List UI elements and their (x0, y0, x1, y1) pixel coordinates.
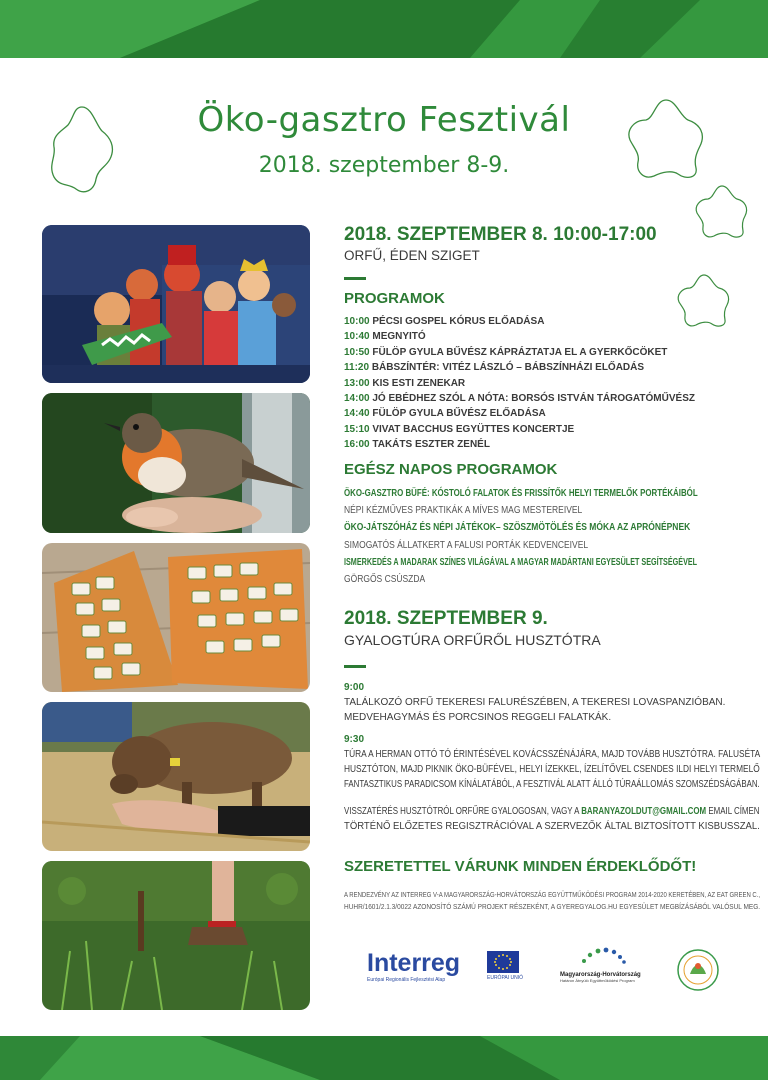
day1-place: ORFŰ, ÉDEN SZIGET (344, 248, 480, 263)
eu-flag-icon (487, 951, 519, 973)
allday-list (344, 485, 698, 589)
funding-note: HUHR/1601/2.1.3/0022 AZONOSÍTÓ SZÁMÚ PROJEKT RÉSZEKÉNT, A GYEREGYALOG.HU EGYESÜLET MEGBÍZÁSÁBÓL VALÓSUL MEG. (344, 902, 761, 911)
program-item (344, 391, 744, 406)
bottom-banner (0, 1036, 768, 1080)
page-title: Öko-gasztro Fesztivál (197, 100, 571, 140)
page-subtitle: 2018. szeptember 8-9. (258, 153, 510, 178)
program-item (344, 437, 744, 452)
allday-item (344, 571, 684, 588)
hu-hr-logo (560, 945, 650, 989)
day2-place: GYALOGTÚRA ORFŰRŐL HUSZTÓTRA (344, 632, 601, 648)
association-seal-icon (676, 948, 720, 992)
paragraph-line: TÖRTÉNŐ ELŐZETES REGISZTRÁCIÓVAL A SZERVEZŐK ÁLTAL BIZTOSÍTOTT KISBUSSZAL. (344, 821, 760, 832)
paragraph-line: HUSZTÓTON, MAJD PIKNIK ÖKO-BÜFÉVEL, HELYI ÍZEKKEL, ÍZELÍTŐVEL CSENDES ILDI HELYI TERMELŐ (344, 764, 760, 775)
allday-item (344, 537, 684, 554)
allday-item (344, 519, 691, 536)
day2-section (344, 608, 761, 834)
paragraph-line: FANTASZTIKUS PARADICSOM KÍNÁLATÁBÓL, A FESZTIVÁL ALATT ÁLLÓ TÚRAÁLLOMÁS SZOMSZÉDSÁGÁBAN. (344, 779, 760, 790)
hu-hr-subtitle: Határon Átnyúló Együttműködési Program (560, 978, 635, 983)
program-title: JÓ EBÉDHEZ SZÓL A NÓTA: BORSÓS ISTVÁN TÁROGATÓMŰVÉSZ (372, 393, 695, 405)
paragraph-line: TÚRA A HERMAN OTTÓ TÓ ÉRINTÉSÉVEL KOVÁCSSZÉNÁJÁRA, MAJD TOVÁBB HUSZTÓTRA. FALUSÉTA (344, 749, 761, 760)
paragraph-line: TALÁLKOZÓ ORFŰ TEKERESI FALURÉSZÉBEN, A TEKERESI LOVASPANZIÓBAN. (344, 697, 726, 708)
text-span: VISSZATÉRÉS HUSZTÓTRÓL ORFŰRE GYALOGOSAN, VAGY A (344, 806, 582, 817)
welcome-text: SZERETETTEL VÁRUNK MINDEN ÉRDEKLŐDŐT! (344, 858, 697, 875)
eu-label: EURÓPAI UNIÓ (487, 975, 524, 981)
divider (344, 665, 366, 668)
day2-date: 2018. SZEPTEMBER 9. (344, 608, 548, 629)
program-item (344, 345, 744, 360)
allday-item (344, 502, 684, 519)
photo-robin (42, 393, 310, 533)
program-time: 10:40 (344, 331, 370, 343)
interreg-logo (367, 949, 527, 989)
program-time: 14:00 (344, 393, 370, 405)
programs-heading: PROGRAMOK (344, 290, 445, 307)
program-time: 10:00 (344, 316, 370, 327)
allday-highlight: ÖKO-GASZTRO BÜFÉ: KÓSTOLÓ FALATOK ÉS FRISSÍTŐK HELYI TERMELŐK PORTÉKÁIBÓL (344, 487, 698, 499)
program-title: VIVAT BACCHUS EGYÜTTES KONCERTJE (372, 423, 575, 435)
hu-hr-title: Magyarország-Horvátország (560, 972, 641, 978)
allday-text: SIMOGATÓS ÁLLATKERT A FALUSI PORTÁK KEDVENCEIVEL (344, 539, 589, 551)
program-item (344, 314, 744, 329)
photo-food (42, 543, 310, 692)
dots-arc-icon (560, 945, 650, 967)
photo-hiking (42, 861, 310, 1010)
program-time: 14:40 (344, 408, 370, 420)
program-title: BÁBSZÍNTÉR: VITÉZ LÁSZLÓ – BÁBSZÍNHÁZI ELŐADÁS (371, 362, 645, 374)
top-banner (0, 0, 768, 58)
time-label: 9:30 (344, 734, 365, 745)
photo-goat (42, 702, 310, 851)
allday-item (344, 554, 698, 571)
program-time: 15:10 (344, 423, 370, 435)
photo-puppets (42, 225, 310, 383)
interreg-subtitle: Európai Regionális Fejlesztési Alap (367, 977, 446, 983)
program-time: 16:00 (344, 439, 370, 451)
divider (344, 277, 366, 280)
day1-date: 2018. SZEPTEMBER 8. 10:00-17:00 (344, 224, 657, 245)
program-time: 10:50 (344, 346, 370, 358)
allday-highlight: ISMERKEDÉS A MADARAK SZÍNES VILÁGÁVAL A MAGYAR MADÁRTANI EGYESÜLET SEGÍTSÉGÉVEL (344, 556, 698, 568)
email-link[interactable]: BARANYAZOLDUT@GMAIL.COM (581, 806, 707, 817)
program-title: PÉCSI GOSPEL KÓRUS ELŐADÁSA (372, 316, 545, 327)
allday-highlight: ÖKO-JÁTSZÓHÁZ ÉS NÉPI JÁTÉKOK– SZÖSZMÖTÖLÉS ÉS MÓKA AZ APRÓNÉPNEK (344, 522, 691, 534)
program-title: FÜLÖP GYULA BŰVÉSZ KÁPRÁZTATJA EL A GYERKŐCÖKET (372, 346, 668, 358)
program-title: FÜLÖP GYULA BŰVÉSZ ELŐADÁSA (372, 408, 546, 420)
interreg-wordmark: Interreg (367, 949, 461, 977)
program-title: MEGNYITÓ (372, 331, 426, 343)
program-item (344, 376, 744, 391)
program-time: 11:20 (344, 362, 370, 374)
program-item (344, 360, 744, 375)
funding-note: A RENDEZVÉNY AZ INTERREG V-A MAGYARORSZÁG-HORVÁTORSZÁG EGYÜTTMŰKÖDÉSI PROGRAM 2014-2020 KERETÉBEN, AZ EAT GREEN C., (344, 890, 761, 899)
paragraph-line: MEDVEHAGYMÁS ÉS PORCSINOS REGGELI FALATKÁK. (344, 712, 612, 723)
day1-section (344, 224, 744, 588)
program-item (344, 329, 744, 344)
program-time: 13:00 (344, 377, 370, 389)
program-title: TAKÁTS ESZTER ZENÉL (372, 439, 490, 451)
paragraph-line (344, 804, 760, 819)
program-title: KIS ESTI ZENEKAR (372, 377, 466, 389)
allday-item (344, 485, 698, 502)
allday-text: GÖRGŐS CSÚSZDA (344, 574, 426, 586)
programs-list (344, 314, 744, 453)
program-item (344, 406, 744, 421)
footer-section (344, 858, 761, 913)
program-item (344, 422, 744, 437)
text-span: EMAIL CÍMEN (706, 806, 760, 817)
allday-heading: EGÉSZ NAPOS PROGRAMOK (344, 460, 558, 478)
time-label: 9:00 (344, 682, 365, 693)
allday-text: NÉPI KÉZMŰVES PRAKTIKÁK A MÍVES MAG MESTEREIVEL (344, 504, 583, 516)
